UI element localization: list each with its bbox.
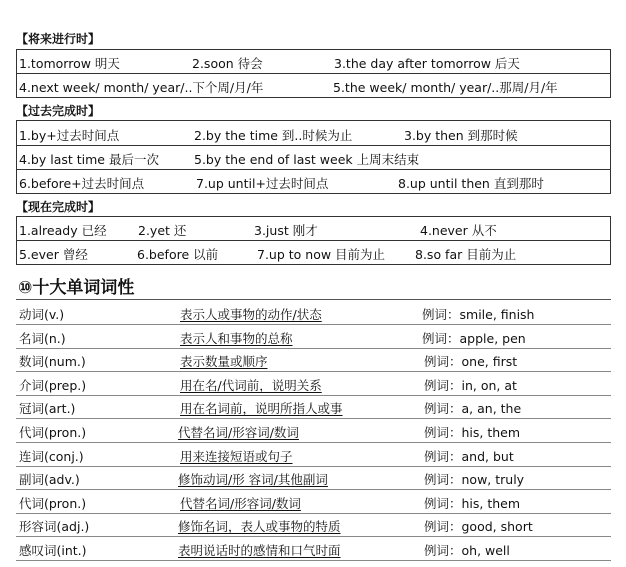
pos-example: 例词：smile, finish xyxy=(422,307,535,322)
pos-name: 数词(num.) xyxy=(19,354,86,370)
pos-name: 动词(v.) xyxy=(19,307,65,322)
table-cell: 6.before+过去时间点 xyxy=(19,176,145,191)
table-cell: 2.yet 还 xyxy=(138,223,187,238)
divider xyxy=(16,120,611,121)
pos-name: 感叹词(int.) xyxy=(19,543,87,558)
table-cell: 3.the day after tomorrow 后天 xyxy=(334,56,520,71)
divider xyxy=(16,240,611,241)
pos-definition: 表明说话时的感情和口气时面 xyxy=(178,543,341,558)
row-divider xyxy=(16,371,611,372)
divider xyxy=(16,145,611,146)
divider xyxy=(610,120,611,193)
pos-definition: 表示数量或顺序 xyxy=(180,354,268,370)
divider xyxy=(16,216,611,217)
table-cell: 7.up until+过去时间点 xyxy=(196,176,329,191)
table-cell: 4.never 从不 xyxy=(420,223,497,238)
table-cell: 5.the week/ month/ year/..那周/月/年 xyxy=(333,80,558,95)
pos-name: 连词(conj.) xyxy=(19,448,84,464)
pos-example: 例词：a, an, the xyxy=(424,401,522,417)
row-divider xyxy=(16,418,611,419)
table-cell: 3.just 刚才 xyxy=(254,223,318,238)
row-divider xyxy=(16,348,611,349)
pos-name: 介词(prep.) xyxy=(19,377,87,393)
page-title: ⑩十大单词词性 xyxy=(18,278,135,298)
divider xyxy=(16,120,17,193)
row-divider xyxy=(16,513,611,514)
divider xyxy=(16,73,611,74)
table-cell: 1.tomorrow 明天 xyxy=(19,56,120,71)
table-cell: 4.by last time 最后一次 xyxy=(19,152,159,167)
row-divider xyxy=(16,536,611,537)
row-divider xyxy=(16,560,611,561)
pos-definition: 代替名词/形容词/数词 xyxy=(180,495,301,511)
divider xyxy=(16,49,17,97)
divider xyxy=(16,97,611,98)
present-perfect-heading: 【现在完成时】 xyxy=(16,200,101,214)
divider xyxy=(16,264,611,265)
pos-example: 例词：now, truly xyxy=(424,472,525,488)
table-cell: 6.before 以前 xyxy=(137,247,219,262)
divider xyxy=(610,216,611,264)
table-cell: 7.up to now 目前为止 xyxy=(257,247,386,262)
divider xyxy=(16,49,611,50)
pos-name: 副词(adv.) xyxy=(19,472,80,488)
table-cell: 3.by then 到那时候 xyxy=(404,128,518,143)
pos-name: 形容词(adj.) xyxy=(19,519,90,535)
pos-example: 例词：oh, well xyxy=(424,543,510,558)
pos-example: 例词：and, but xyxy=(424,448,514,464)
row-divider xyxy=(16,442,611,443)
divider xyxy=(16,193,611,194)
divider xyxy=(16,169,611,170)
pos-definition: 用在名词前，说明所指人或事 xyxy=(180,401,343,417)
past-perfect-heading: 【过去完成时】 xyxy=(16,104,101,118)
pos-example: 例词：apple, pen xyxy=(422,330,526,346)
divider xyxy=(610,49,611,97)
table-cell: 1.already 已经 xyxy=(19,223,107,238)
pos-definition: 修饰名词，表人或事物的特质 xyxy=(178,519,341,535)
pos-definition: 修饰动词/形 容词/其他副词 xyxy=(178,472,328,488)
row-divider xyxy=(16,324,611,325)
row-divider xyxy=(16,489,611,490)
table-cell: 1.by+过去时间点 xyxy=(19,128,120,143)
divider xyxy=(16,299,611,300)
pos-definition: 用来连接短语或句子 xyxy=(180,448,293,464)
table-cell: 2.soon 待会 xyxy=(192,56,263,71)
future-heading: 【将来进行时】 xyxy=(16,32,101,46)
pos-definition: 表示人和事物的总称 xyxy=(180,330,293,346)
pos-example: 例词：one, first xyxy=(424,354,518,370)
pos-example: 例词：good, short xyxy=(424,519,533,535)
table-cell: 2.by the time 到..时候为止 xyxy=(194,128,353,143)
pos-definition: 用在名/代词前，说明关系 xyxy=(180,377,322,393)
pos-definition: 表示人或事物的动作/状态 xyxy=(180,307,322,322)
pos-name: 代词(pron.) xyxy=(19,495,87,511)
table-cell: 5.ever 曾经 xyxy=(19,247,88,262)
pos-name: 冠词(art.) xyxy=(19,401,76,417)
row-divider xyxy=(16,395,611,396)
pos-name: 代词(pron.) xyxy=(19,425,87,440)
divider xyxy=(16,216,17,264)
pos-definition: 代替名词/形容词/数词 xyxy=(178,425,299,440)
pos-name: 名词(n.) xyxy=(19,330,66,346)
table-cell: 8.so far 目前为止 xyxy=(415,247,517,262)
pos-example: 例词：his, them xyxy=(424,425,521,440)
pos-example: 例词：in, on, at xyxy=(424,377,517,393)
pos-example: 例词：his, them xyxy=(424,495,521,511)
table-cell: 8.up until then 直到那时 xyxy=(398,176,544,191)
table-cell: 5.by the end of last week 上周末结束 xyxy=(194,152,420,167)
row-divider xyxy=(16,466,611,467)
table-cell: 4.next week/ month/ year/..下个周/月/年 xyxy=(19,80,264,95)
